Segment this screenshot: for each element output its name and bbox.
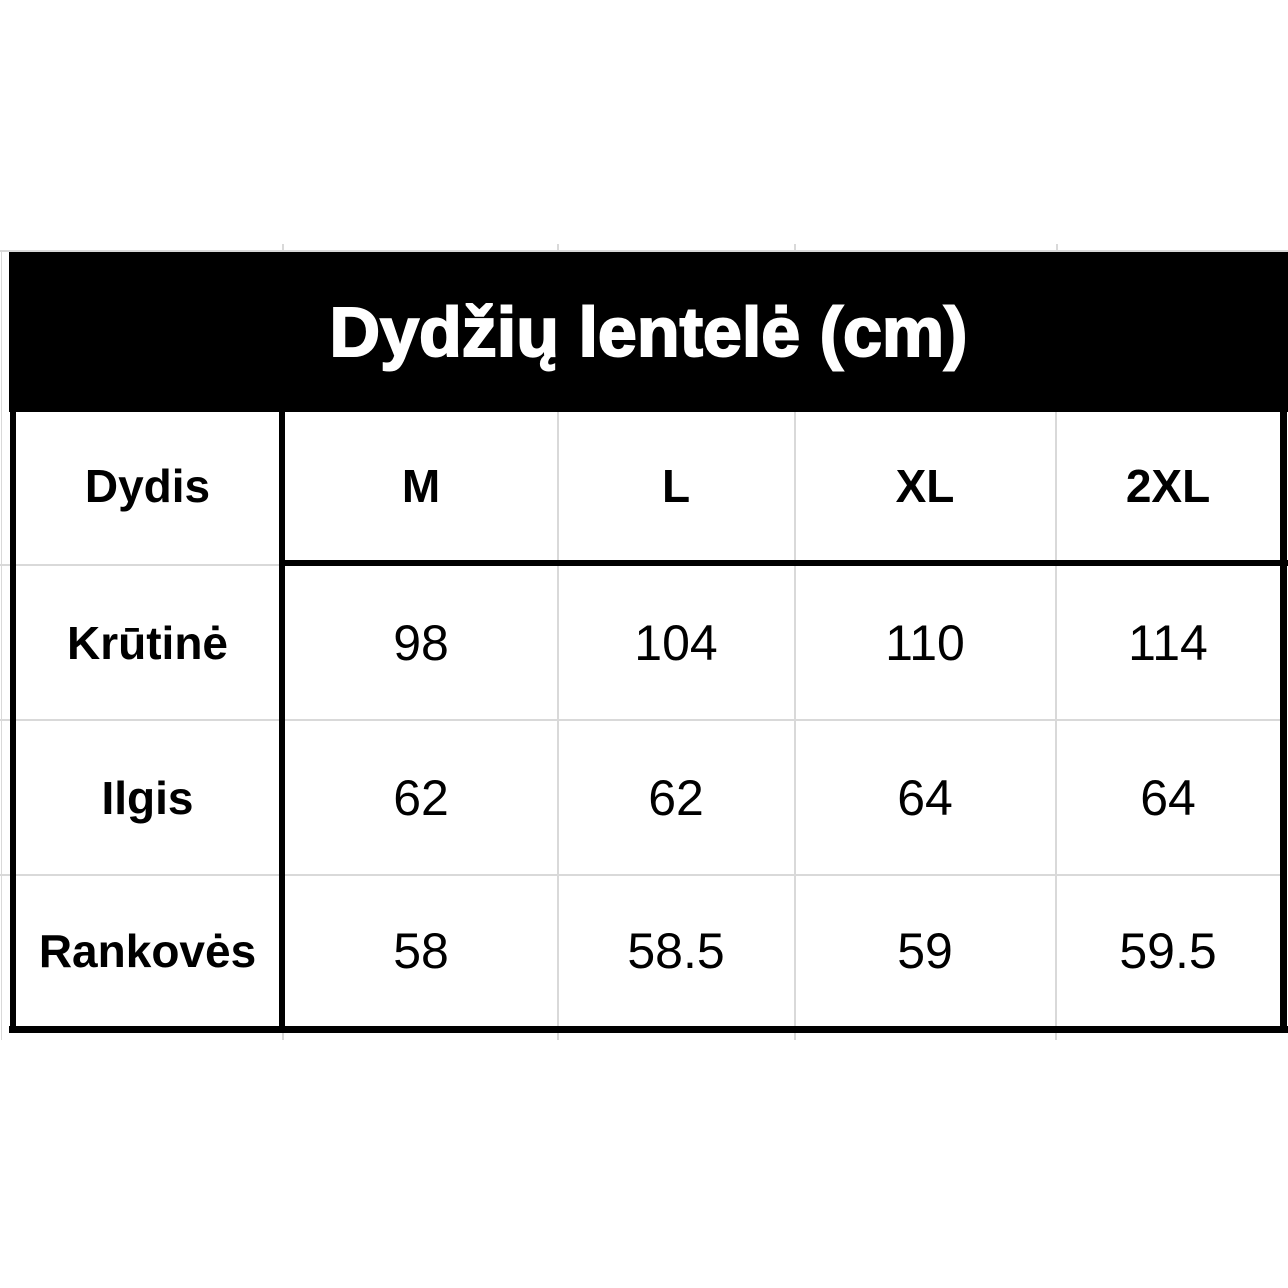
value-chest-m: 98: [393, 614, 449, 671]
value-chest-l: 104: [634, 614, 718, 671]
value-sleeves-m: 58: [393, 923, 449, 979]
value-length-xl: 64: [897, 769, 953, 826]
grid-tick-above-banner-4: [1056, 244, 1058, 252]
row-label-length: Ilgis: [101, 771, 194, 824]
value-length-m: 62: [393, 769, 449, 826]
grid-tick-below-table: [282, 1033, 284, 1040]
header-cell-size: Dydis: [84, 460, 211, 512]
value-length-l: 62: [648, 769, 704, 826]
header-cell-2xl: 2XL: [1125, 460, 1211, 512]
value-sleeves-l: 58.5: [627, 923, 725, 979]
grid-line-left-edge: [1, 251, 2, 1040]
value-chest-2xl: 114: [1128, 614, 1208, 671]
table-border-bottom: [9, 1026, 1288, 1033]
value-chest-xl: 110: [885, 614, 965, 671]
table-border-right: [1280, 412, 1287, 1033]
header-cell-m: M: [401, 460, 441, 512]
grid-tick-above-banner-2: [557, 244, 559, 252]
value-sleeves-xl: 59: [897, 923, 953, 979]
row-label-chest: Krūtinė: [67, 616, 228, 669]
value-sleeves-2xl: 59.5: [1119, 923, 1217, 979]
value-length-2xl: 64: [1140, 769, 1196, 826]
grid-tick-above-banner-3: [794, 244, 796, 252]
title-banner: [9, 252, 1288, 412]
page-title: Dydžių lentelė (cm): [329, 293, 968, 371]
header-cell-l: L: [661, 460, 691, 512]
header-cell-xl: XL: [895, 460, 955, 512]
row-label-sleeves: Rankovės: [38, 925, 257, 977]
grid-tick-above-banner-1: [282, 244, 284, 252]
